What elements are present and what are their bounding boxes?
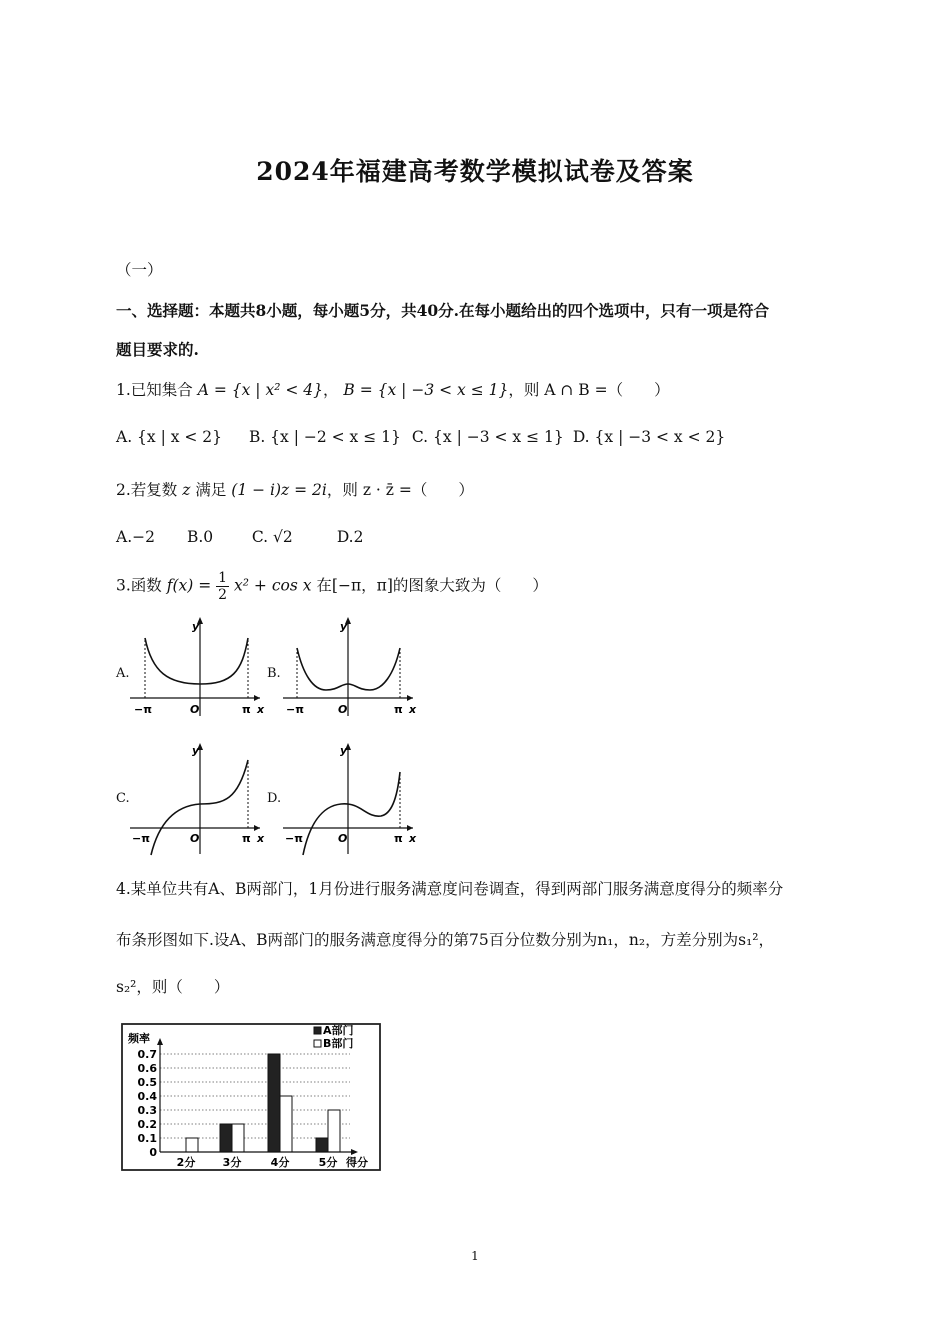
q2-option-c: C. √2 <box>251 528 293 546</box>
q3-denominator: 2 <box>218 587 228 603</box>
bar-b-2 <box>280 1096 292 1152</box>
y-tick-7: 0.7 <box>137 1048 157 1061</box>
q1-sep: ， <box>322 381 339 399</box>
q3-func: f(x) = <box>166 576 212 595</box>
graph-d-x-arrow <box>407 825 413 831</box>
graph-b-x-label: x <box>409 703 417 716</box>
q4-line1: 4.某单位共有A、B两部门，1月份进行服务满意度问卷调查，得到两部门服务满意度得分的频率分 <box>116 880 784 898</box>
q2-stem: 2.若复数 <box>116 481 178 499</box>
graph-c-pos-pi: π <box>242 832 251 845</box>
graph-a-pos-pi: π <box>242 703 251 716</box>
q1-ask: ，则 A ∩ B =（ ） <box>508 381 670 399</box>
graph-d-y-label: y <box>340 744 348 757</box>
category-label-2: 4分 <box>270 1156 290 1169</box>
graph-a-x-arrow <box>254 695 260 701</box>
bar-a-3 <box>316 1138 328 1152</box>
q1-option-b: B. {x | −2 < x ≤ 1} <box>248 428 401 446</box>
bar-b-3 <box>328 1110 340 1152</box>
q1-option-c: C. {x | −3 < x ≤ 1} <box>411 428 564 446</box>
q2-option-d: D.2 <box>336 528 364 546</box>
q3-numerator: 1 <box>218 570 228 586</box>
graph-b-neg-pi: −π <box>286 703 304 716</box>
y-tick-0: 0 <box>149 1146 157 1159</box>
bar-a-2 <box>268 1054 280 1152</box>
section-heading-line1: 一、选择题：本题共8小题，每小题5分，共40分.在每小题给出的四个选项中，只有一项是符合 <box>116 301 770 320</box>
graph-a-curve <box>145 638 248 684</box>
graph-d-pos-pi: π <box>394 832 403 845</box>
category-label-1: 3分 <box>222 1156 242 1169</box>
graph-d-neg-pi: −π <box>285 832 303 845</box>
graph-a-y-label: y <box>192 620 200 633</box>
q4-line3: s₂²，则（ ） <box>116 978 230 996</box>
graph-b-pos-pi: π <box>394 703 403 716</box>
graph-c <box>128 738 268 858</box>
q3-mid: 在[−π，π]的图象大致为（ ） <box>316 576 548 595</box>
graph-c-x-label: x <box>257 832 265 845</box>
category-label-0: 2分 <box>176 1156 196 1169</box>
q2-ask: ，则 z · z̄ =（ ） <box>326 481 474 499</box>
y-tick-6: 0.6 <box>137 1062 157 1075</box>
graph-c-origin: O <box>190 832 200 845</box>
chart-x-label: 得分 <box>346 1156 368 1169</box>
graph-b <box>281 612 421 722</box>
section-heading-line2: 题目要求的. <box>116 340 199 359</box>
q2-mid: 满足 <box>195 481 227 499</box>
legend-label-1: B部门 <box>323 1037 354 1050</box>
graph-b-x-arrow <box>407 695 413 701</box>
bar-a-1 <box>220 1124 232 1152</box>
q3-stem: 3.函数 <box>116 576 162 595</box>
q3-expression: x² + cos x <box>234 576 312 595</box>
graph-label-d: D. <box>267 791 282 806</box>
graph-d <box>281 738 421 858</box>
graph-c-x-arrow <box>254 825 260 831</box>
page-title: 2024年福建高考数学模拟试卷及答案 <box>256 157 694 186</box>
q2-equation: (1 − i)z = 2i <box>231 481 327 499</box>
y-tick-5: 0.5 <box>137 1076 157 1089</box>
q1-stem: 1.已知集合 <box>116 381 193 399</box>
graph-c-y-label: y <box>192 744 200 757</box>
category-label-3: 5分 <box>318 1156 338 1169</box>
bar-b-1 <box>232 1124 244 1152</box>
q1-set-a: A = {x | x² < 4} <box>197 381 323 399</box>
graph-label-c: C. <box>116 791 130 806</box>
graph-b-y-label: y <box>340 620 348 633</box>
graph-d-curve <box>303 772 400 855</box>
part-label: （一） <box>116 261 163 279</box>
q4-line2: 布条形图如下.设A、B两部门的服务满意度得分的第75百分位数分别为n₁，n₂，方差分别为s₁²， <box>116 931 775 949</box>
y-tick-3: 0.3 <box>137 1104 157 1117</box>
graph-a-x-label: x <box>257 703 265 716</box>
frequency-bar-chart <box>118 1020 386 1175</box>
legend-swatch-0 <box>314 1027 321 1034</box>
graph-a <box>128 612 268 722</box>
y-tick-2: 0.2 <box>137 1118 157 1131</box>
graph-d-origin: O <box>338 832 348 845</box>
chart-y-ticks <box>138 1048 158 1159</box>
question-1 <box>116 378 670 400</box>
y-tick-4: 0.4 <box>137 1090 157 1103</box>
graph-label-a: A. <box>116 666 130 681</box>
q2-var: z <box>182 481 191 499</box>
legend-label-0: A部门 <box>323 1024 354 1037</box>
chart-y-label: 频率 <box>128 1032 150 1045</box>
graph-a-origin: O <box>190 703 200 716</box>
q2-options <box>116 528 363 546</box>
q2-option-b: B.0 <box>186 528 214 546</box>
q1-option-d: D. {x | −3 < x < 2} <box>572 428 726 446</box>
question-2 <box>116 478 474 500</box>
graph-d-x-label: x <box>409 832 417 845</box>
graph-label-b: B. <box>267 666 281 681</box>
question-3 <box>116 570 548 603</box>
legend-swatch-1 <box>314 1040 321 1047</box>
graph-c-neg-pi: −π <box>132 832 150 845</box>
y-tick-1: 0.1 <box>137 1132 157 1145</box>
q1-option-a: A. {x | x < 2} <box>116 428 223 446</box>
q1-options <box>116 428 736 446</box>
graph-b-origin: O <box>338 703 348 716</box>
page-number: 1 <box>471 1249 479 1263</box>
q1-set-b: B = {x | −3 < x ≤ 1} <box>343 381 509 399</box>
q2-option-a: A.−2 <box>116 528 155 546</box>
bar-b-0 <box>186 1138 198 1152</box>
q3-fraction <box>216 570 229 603</box>
graph-a-neg-pi: −π <box>134 703 152 716</box>
